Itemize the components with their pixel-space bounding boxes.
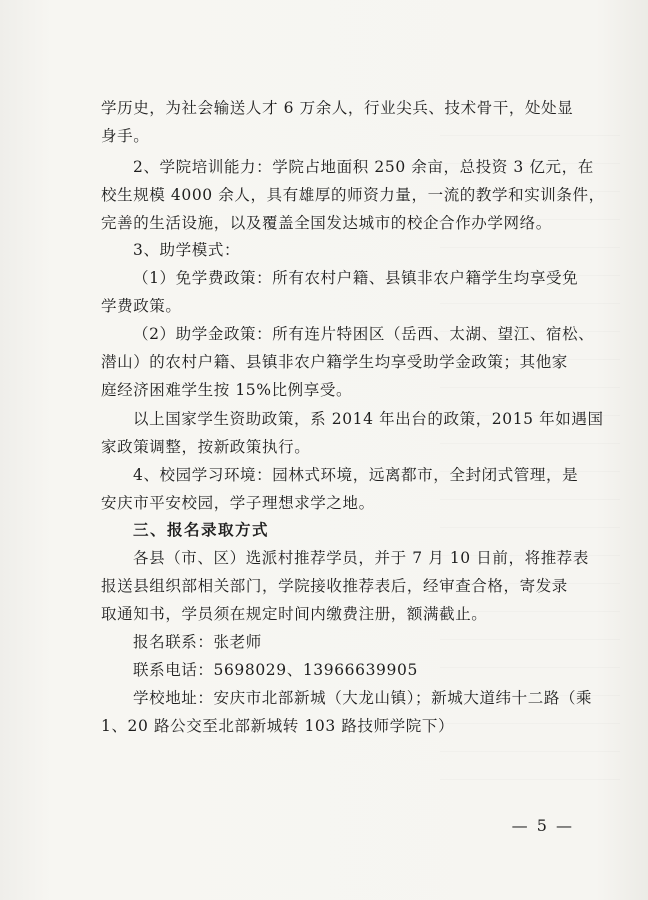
text-line: 完善的生活设施，以及覆盖全国发达城市的校企合作办学网络。 — [101, 214, 552, 232]
text-line: 2、学院培训能力：学院占地面积 250 余亩，总投资 3 亿元，在 — [133, 158, 594, 176]
text-line: 庭经济困难学生按 15%比例享受。 — [101, 381, 353, 399]
text-line: 学费政策。 — [101, 297, 182, 315]
text-line: 身手。 — [101, 127, 150, 145]
text-line: （2）助学金政策：所有连片特困区（岳西、太湖、望江、宿松、 — [133, 325, 595, 343]
contact-phone: 联系电话：5698029、13966639905 — [133, 661, 418, 679]
text-line: 各县（市、区）选派村推荐学员，并于 7 月 10 日前，将推荐表 — [133, 549, 589, 567]
contact-person: 报名联系：张老师 — [133, 633, 262, 651]
text-line: 取通知书，学员须在规定时间内缴费注册，额满截止。 — [101, 605, 488, 623]
text-line: 校生规模 4000 余人，具有雄厚的师资力量，一流的教学和实训条件， — [101, 186, 605, 204]
page-number: — 5 — — [511, 816, 574, 835]
text-line: 学历史，为社会输送人才 6 万余人，行业尖兵、技术骨干，处处显 — [101, 99, 574, 117]
text-line: 3、助学模式： — [133, 241, 241, 259]
text-line: 以上国家学生资助政策，系 2014 年出台的政策，2015 年如遇国 — [133, 410, 604, 428]
section-heading: 三、报名录取方式 — [133, 520, 270, 539]
text-line: 报送县组织部相关部门，学院接收推荐表后，经审查合格，寄发录 — [101, 577, 568, 595]
text-line: 潜山）的农村户籍、县镇非农户籍学生均享受助学金政策；其他家 — [101, 353, 568, 371]
text-line: （1）免学费政策：所有农村户籍、县镇非农户籍学生均享受免 — [133, 269, 579, 287]
address-line: 学校地址：安庆市北部新城（大龙山镇）；新城大道纬十二路（乘 — [133, 689, 593, 707]
address-line: 1、20 路公交至北部新城转 103 路技师学院下） — [101, 717, 455, 735]
text-line: 家政策调整，按新政策执行。 — [101, 438, 311, 456]
text-line: 4、校园学习环境：园林式环境，远离都市，全封闭式管理，是 — [133, 466, 579, 484]
text-line: 安庆市平安校园，学子理想求学之地。 — [101, 494, 375, 512]
